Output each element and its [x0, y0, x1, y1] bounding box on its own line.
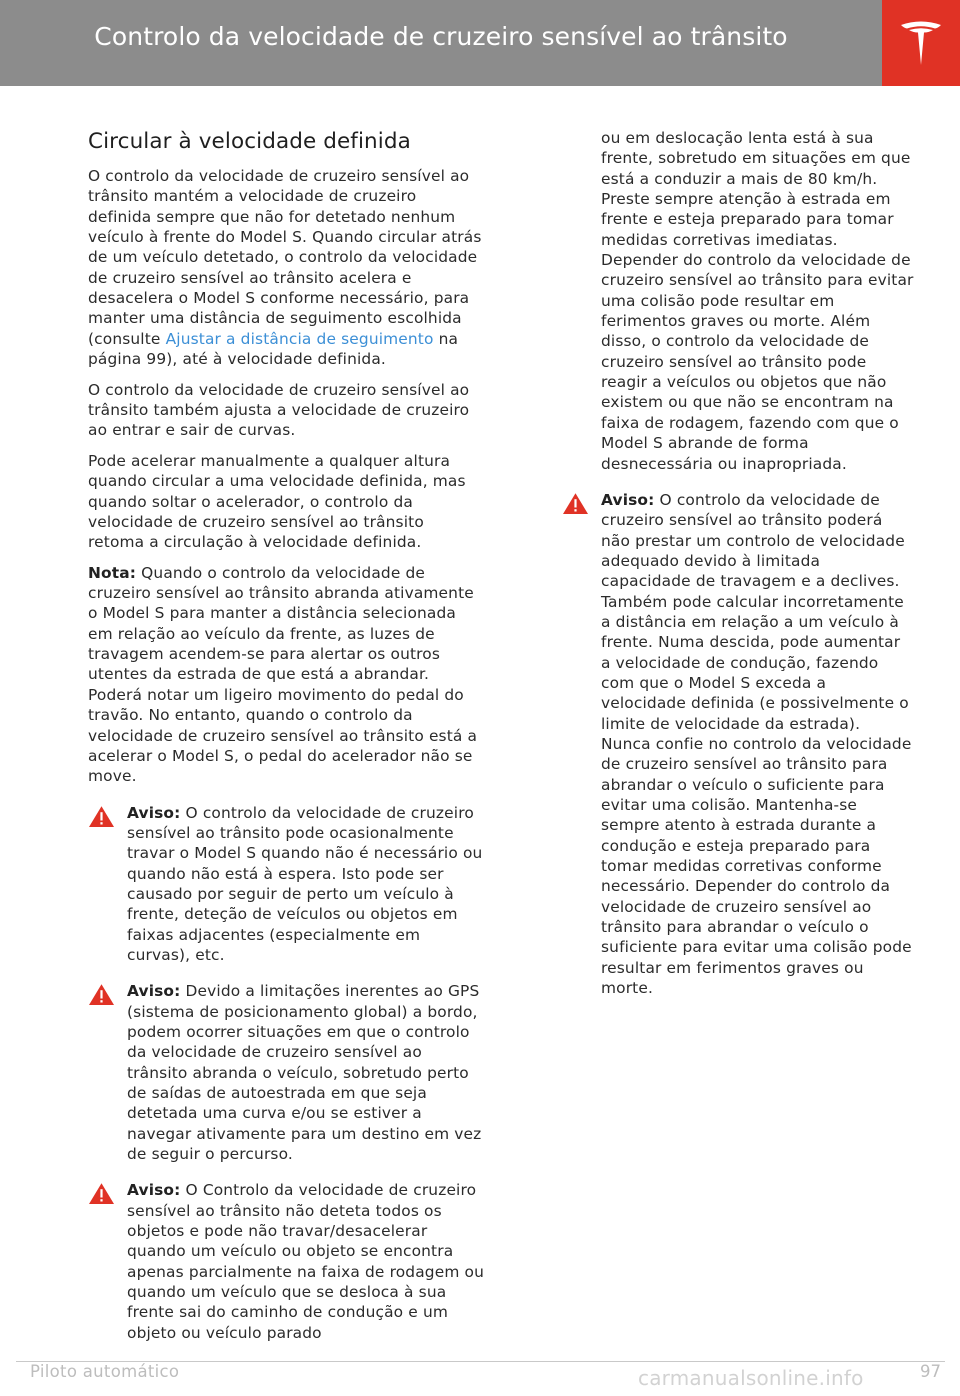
paragraph-manual-accel: Pode acelerar manualmente a qualquer altura quando circular a uma velocidade definida, mas quando soltar o acelerador, o controlo da velocidade de cruzeiro sensível ao trânsito retoma a circulação à velocidade definida.	[88, 451, 466, 552]
page-title: Controlo da velocidade de cruzeiro sensível ao trânsito	[94, 22, 788, 51]
note-paragraph: Nota: Quando o controlo da velocidade de cruzeiro sensível ao trânsito abranda ativamente o Model S para manter a distância selecionada em relação ao veículo da frente, as luzes de travagem acendem-se para alertar os outros utentes da estrada de que está a abrandar. Poderá notar um ligeiro movimento do pedal do travão. No entanto, quando o controlo da velocidade de cruzeiro sensível ao trânsito está a acelerar o Model S, o pedal do acelerador não se move.	[88, 563, 478, 786]
warning-label: Aviso:	[127, 803, 181, 822]
warning-label: Aviso:	[127, 982, 181, 1001]
warning-triangle-icon	[88, 1182, 115, 1205]
warning-label: Aviso:	[601, 490, 655, 509]
paragraph-curves: O controlo da velocidade de cruzeiro sensível ao trânsito também ajusta a velocidade de cruzeiro ao entrar e sair de curvas.	[88, 380, 470, 440]
warning-text: O controlo da velocidade de cruzeiro sensível ao trânsito pode ocasionalmente travar o Model S quando não é necessário ou quando não está à espera. Isto pode ser causado por seguir de perto um veículo à frente, deteção de veículos ou objetos em faixas adjacentes (especialmente em curvas), etc.	[127, 803, 483, 964]
warning-text: O Controlo da velocidade de cruzeiro sensível ao trânsito não deteta todos os objetos e pode não travar/desacelerar quando um veículo ou objeto se encontra apenas parcialmente na faixa de rodagem ou quando um veículo que se desloca à sua frente sai do caminho de condução e um objeto ou veículo parado	[127, 1181, 484, 1342]
warning-continuation	[562, 128, 914, 474]
note-label: Nota:	[88, 563, 137, 582]
brand-logo	[882, 0, 960, 86]
warning-triangle-icon	[562, 492, 589, 515]
page-header	[0, 0, 960, 86]
warning-block	[88, 1180, 484, 1343]
warning-block	[88, 981, 484, 1164]
warning-block	[88, 803, 484, 966]
warning-text: ou em deslocação lenta está à sua frente, sobretudo em situações em que está a conduzir a mais de 80 km/h. Preste sempre atenção à estrada em frente e esteja preparado para tomar medidas corretivas imediatas. Depender do controlo da velocidade de cruzeiro sensível ao trânsito para evitar uma colisão pode resultar em ferimentos graves ou morte. Além disso, o controlo da velocidade de cruzeiro sensível ao trânsito pode reagir a veículos ou objetos que não existem ou que não se encontram na faixa de rodagem, fazendo com que o Model S abrande de forma desnecessária ou inapropriada.	[601, 129, 914, 473]
footer-section-name: Piloto automático	[30, 1362, 180, 1381]
warning-triangle-icon	[88, 983, 115, 1006]
footer-page-number: 97	[920, 1362, 941, 1381]
warning-text: O controlo da velocidade de cruzeiro sensível ao trânsito poderá não prestar um controlo de velocidade adequado devido à limitada capacidade de travagem e a declives. Também pode calcular incorretamente a distância em relação a um veículo à frente. Numa descida, pode aumentar a velocidade de condução, fazendo com que o Model S exceda a velocidade definida (e possivelmente o limite de velocidade da estrada). Nunca confie no controlo da velocidade de cruzeiro sensível ao trânsito para abrandar o veículo o suficiente para evitar uma colisão. Mantenha-se sempre atento à estrada durante a condução e esteja preparado para tomar medidas corretivas conforme necessário. Depender do controlo da velocidade de cruzeiro sensível ao trânsito para abrandar o veículo o suficiente para evitar uma colisão pode resultar em ferimentos graves ou morte.	[601, 490, 912, 998]
section-heading: Circular à velocidade definida	[88, 129, 411, 154]
tesla-logo-icon	[899, 19, 943, 67]
warning-text: Devido a limitações inerentes ao GPS (sistema de posicionamento global) a bordo, podem ocorrer situações em que o controlo da velocidade de cruzeiro sensível ao trânsito abranda o veículo, sobretudo perto de saídas de autoestrada em que seja detetada uma curva e/ou se estiver a navegar ativamente para um destino em vez de seguir o percurso.	[127, 982, 482, 1164]
paragraph-intro: O controlo da velocidade de cruzeiro sensível ao trânsito mantém a velocidade de cruzeiro definida sempre que não for detetado nenhum veículo à frente do Model S. Quando circular atrás de um veículo detetado, o controlo da velocidade de cruzeiro sensível ao trânsito acelera e desacelera o Model S conforme necessário, para manter uma distância de seguimento escolhida (consulte Ajustar a distância de seguimento na página 99), até à velocidade definida.	[88, 167, 482, 369]
warning-block	[562, 490, 914, 999]
footer-watermark: carmanualsonline.info	[638, 1366, 864, 1390]
link-follow-distance[interactable]: Ajustar a distância de seguimento	[165, 329, 434, 348]
left-column	[88, 128, 484, 1359]
warning-label: Aviso:	[127, 1181, 181, 1200]
warning-triangle-icon	[88, 805, 115, 828]
right-column	[562, 128, 914, 1014]
